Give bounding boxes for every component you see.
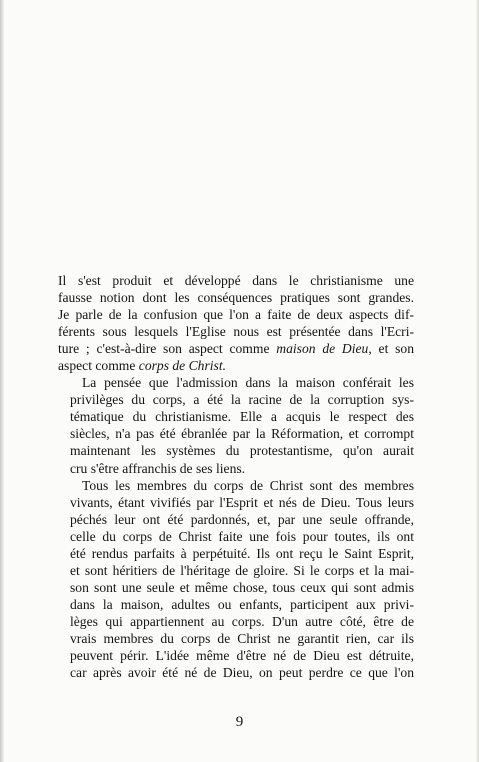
paragraph-1	[58, 272, 414, 374]
text-line: fausse notion dont les conséquences pratiques sont grandes.	[58, 290, 414, 306]
text-line: siècles, n'a pas été ébranlée par la Réformation, et corrompt	[70, 426, 414, 442]
emphasis-text: maison de Dieu	[276, 341, 369, 357]
text-line: car après avoir été né de Dieu, on peut perdre ce que l'on	[70, 665, 414, 681]
text-line: peuvent périr. L'idée même d'être né de Dieu est détruite,	[70, 648, 414, 664]
text-line: ture ; c'est-à-dire son aspect comme maison de Dieu, et son	[58, 341, 415, 357]
paragraph-2	[58, 374, 414, 476]
text-line: celle du corps de Christ faite une fois pour toutes, ils ont	[70, 528, 414, 544]
text-line: férents sous lesquels l'Eglise nous est présentée dans l'Ecri-	[58, 324, 414, 340]
text-line: lèges qui appartiennent au corps. D'un autre côté, être de	[70, 613, 414, 629]
page-number: 9	[235, 714, 244, 730]
text-line: Il s'est produit et développé dans le christianisme une	[58, 273, 414, 288]
text-line: privilèges du corps, a été la racine de la corruption sys-	[70, 392, 414, 408]
text-line: Tous les membres du corps de Christ sont des membres	[82, 477, 414, 493]
text-line: vrais membres du corps de Christ ne garantit rien, car ils	[70, 630, 414, 646]
text-line: aspect comme corps de Christ.	[58, 358, 227, 374]
text-line: Je parle de la confusion que l'on a faite de deux aspects dif-	[58, 307, 414, 323]
text-line: et sont héritiers de l'héritage de gloire. Si le corps et la mai-	[70, 562, 414, 578]
text-line: été rendus parfaits à perpétuité. Ils ont reçu le Saint Esprit,	[70, 545, 414, 561]
page-edge-shadow-left	[0, 0, 4, 762]
emphasis-text: corps de Christ.	[138, 358, 227, 374]
text-line: tématique du christianisme. Elle a acquis le respect des	[70, 409, 414, 425]
text-line: vivants, étant vivifiés par l'Esprit et nés de Dieu. Tous leurs	[70, 494, 414, 510]
text-line: La pensée que l'admission dans la maison conférait les	[82, 375, 414, 391]
text-line: son sont une seule et même chose, tous ceux qui sont admis	[70, 579, 414, 595]
text-line: cru s'être affranchis de ses liens.	[70, 460, 246, 476]
paragraph-3	[58, 477, 414, 682]
text-line: dans la maison, adultes ou enfants, participent aux privi-	[70, 596, 414, 612]
text-line: péchés leur ont été pardonnés, et, par une seule offrande,	[70, 511, 414, 527]
body-text	[58, 272, 414, 681]
text-line: maintenant les systèmes du protestantisme, qu'on aurait	[70, 443, 414, 459]
